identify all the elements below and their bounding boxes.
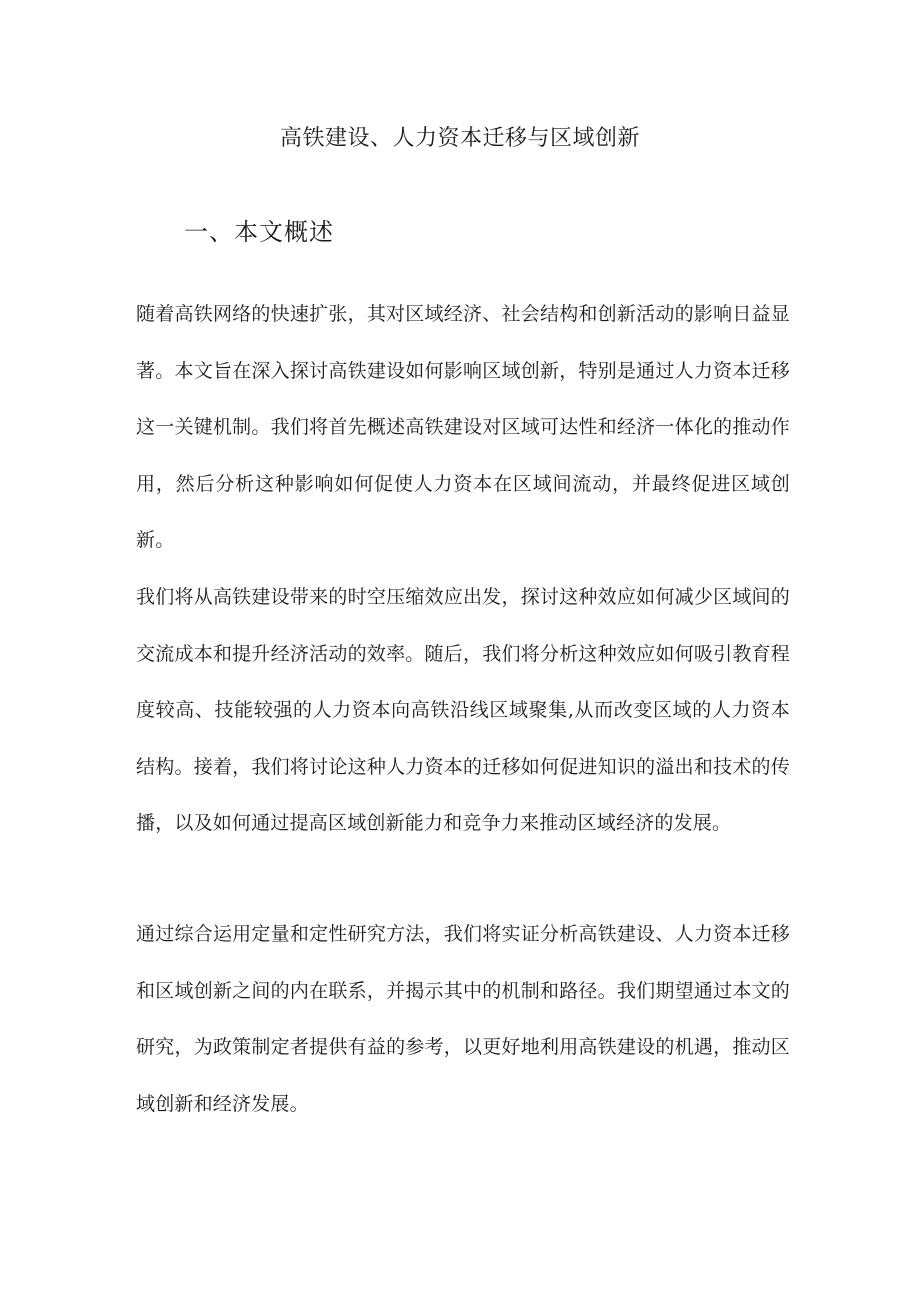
body-paragraph-3: 通过综合运用定量和定性研究方法，我们将实证分析高铁建设、人力资本迁移和区域创新之间的内在联系，并揭示其中的机制和路径。我们期望通过本文的研究，为政策制定者提供有益的参考，以更好地利用高铁建设的机遇，推动区域创新和经济发展。 (136, 923, 790, 1115)
document-title: 高铁建设、人力资本迁移与区域创新 (279, 126, 640, 151)
body-paragraph-1: 随着高铁网络的快速扩张，其对区域经济、社会结构和创新活动的影响日益显著。本文旨在深入探讨高铁建设如何影响区域创新，特别是通过人力资本迁移这一关键机制。我们将首先概述高铁建设对区域可达性和经济一体化的推动作用，然后分析这种影响如何促使人力资本在区域间流动，并最终促进区域创新。 (136, 303, 790, 551)
body-paragraph-2: 我们将从高铁建设带来的时空压缩效应出发，探讨这种效应如何减少区域间的交流成本和提升经济活动的效率。随后，我们将分析这种效应如何吸引教育程度较高、技能较强的人力资本向高铁沿线区域聚集,从而改变区域的人力资本结构。接着，我们将讨论这种人力资本的迁移如何促进知识的溢出和技术的传播，以及如何通过提高区域创新能力和竞争力来推动区域经济的发展。 (136, 586, 790, 834)
section-heading: 一、本文概述 (184, 218, 334, 246)
